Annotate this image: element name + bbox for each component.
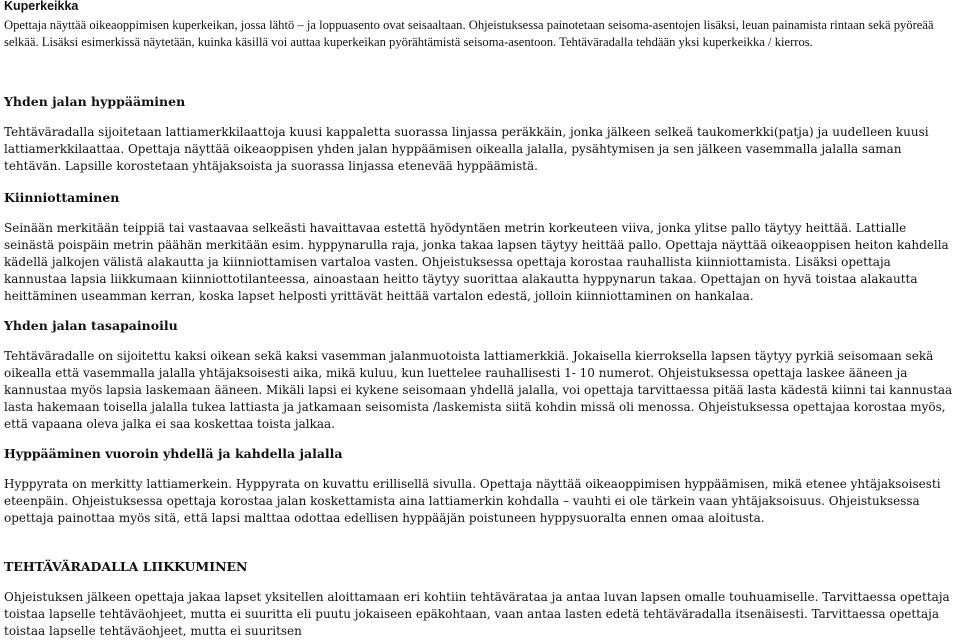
heading-yhden-jalan-hyppaaminen: Yhden jalan hyppääminen [4, 94, 186, 109]
paragraph-kiinniottaminen: Seinään merkitään teippiä tai vastaavaa selkeästi havaittavaa estettä hyödyntäen metrin korkeuteen viiva, jonka ylitse pallo täytyy heittää. Lattialle seinästä poispäin metrin päähän merkitään esim. hyppynarulla raja, jonka takaa lapsen täytyy heittää pallo. Opettaja näyttää oikeaoppisen heiton kahdella kädellä jalkojen välistä alakautta ja kiinniottamisen vartaloa vasten. Ohjeistuksessa opettaja korostaa rauhallista kiinniottamista. Lisäksi opettaja kannustaa lapsia liikkumaan kiinniottotilanteessa, ainoastaan heitto täytyy suorittaa alakautta hyppynarun takaa. Opettajan on hyvä toistaa alakautta heittäminen useamman kerran, koska lapset helposti yrittävät heittää vartalon edestä, jolloin kiinniottaminen on hankalaa. [4, 221, 949, 303]
heading-tehtavaradalla-liikkuminen: TEHTÄVÄRADALLA LIIKKUMINEN [4, 559, 248, 574]
heading-hyppaaminen-vuoroin: Hyppääminen vuoroin yhdellä ja kahdella jalalla [4, 446, 343, 461]
section-yhden-jalan-hyppaaminen [4, 94, 955, 175]
paragraph-kuperkeikka: Opettaja näyttää oikeaoppimisen kuperkeikan, jossa lähtö – ja loppuasento ovat seisaaltaan. Ohjeistuksessa painotetaan seisoma-asentojen lisäksi, leuan painamista rintaan sekä pyöreää selkää. Lisäksi esimerkissä näytetään, kuinka käsillä voi auttaa kuperkeikan pyörähtämistä seisoma-asentoon. Tehtäväradalla tehdään yksi kuperkeikka / kierros. [4, 18, 934, 49]
section-hyppaaminen-vuoroin [4, 446, 955, 527]
section-kuperkeikka [4, 0, 955, 51]
paragraph-tehtavaradalla-liikkuminen: Ohjeistuksen jälkeen opettaja jakaa lapset yksitellen aloittamaan eri kohtiin tehtävärataa ja antaa luvan lapsen omalle touhuamiselle. Tarvittaessa opettaja toistaa lapselle tehtäväohjeet, mutta ei suuritta eli puutu jokaiseen epäkohtaan, vaan antaa lasten edetä tehtäväradalla itsenäisesti. Tarvittaessa opettaja toistaa lapselle tehtäväohjeet, mutta ei suuritsen [4, 590, 950, 638]
heading-yhden-jalan-tasapainoilu: Yhden jalan tasapainoilu [4, 318, 178, 333]
paragraph-yhden-jalan-hyppaaminen: Tehtäväradalla sijoitetaan lattiamerkkilaattoja kuusi kappaletta suorassa linjassa peräkkäin, jonka jälkeen selkeä taukomerkki(patja) ja uudelleen kuusi lattiamerkkilaattaa. Opettaja näyttää oikeaoppisen yhden jalan hyppäämisen oikealla jalalla, pysähtymisen ja sen jälkeen vasemmalla jalalla saman tehtävän. Lapsille korostetaan yhtäjaksoista ja suorassa linjassa etenevää hyppäämistä. [4, 125, 929, 173]
paragraph-yhden-jalan-tasapainoilu: Tehtäväradalle on sijoitettu kaksi oikean sekä kaksi vasemman jalanmuotoista lattiamerkkiä. Jokaisella kierroksella lapsen täytyy pyrkiä seisomaan sekä oikealla että vasemmalla jalalla yhtäjaksoisesti aika, mikä kuluu, kun luettelee rauhallisesti 1- 10 numerot. Ohjeistuksessa opettaja laskee ääneen ja kannustaa myös lapsia laskemaan ääneen. Mikäli lapsi ei kykene seisomaan yhdellä jalalla, voi opettaja tarvittaessa pitää lasta kädestä kiinni tai kannustaa lasta hakemaan toisella jalalla tukea lattiasta ja jatkamaan seisomista /laskemista siitä kohdin missä oli menossa. Ohjeistuksessa opettajaa korostaa myös, että vapaana oleva jalka ei saa koskettaa toista jalkaa. [4, 349, 953, 431]
section-yhden-jalan-tasapainoilu [4, 318, 955, 433]
paragraph-hyppaaminen-vuoroin: Hyppyrata on merkitty lattiamerkein. Hyppyrata on kuvattu erillisellä sivulla. Opettaja näyttää oikeaoppimisen hyppäämisen, mikä etenee yhtäjaksoisesti eteenpäin. Ohjeistuksessa opettaja korostaa jalan koskettamista aina lattiamerkin kohdalla – vauhti ei ole tärkein vaan yhtäjaksoisuus. Ohjeistuksessa opettaja painottaa myös sitä, että lapsi malttaa odottaa edellisen hyppääjän poistuneen hyppysuoralta ennen omaa aloitusta. [4, 477, 941, 525]
heading-kiinniottaminen: Kiinniottaminen [4, 190, 120, 205]
heading-kuperkeikka: Kuperkeikka [4, 0, 79, 13]
section-kiinniottaminen [4, 190, 955, 305]
section-tehtavaradalla-liikkuminen [4, 559, 955, 640]
